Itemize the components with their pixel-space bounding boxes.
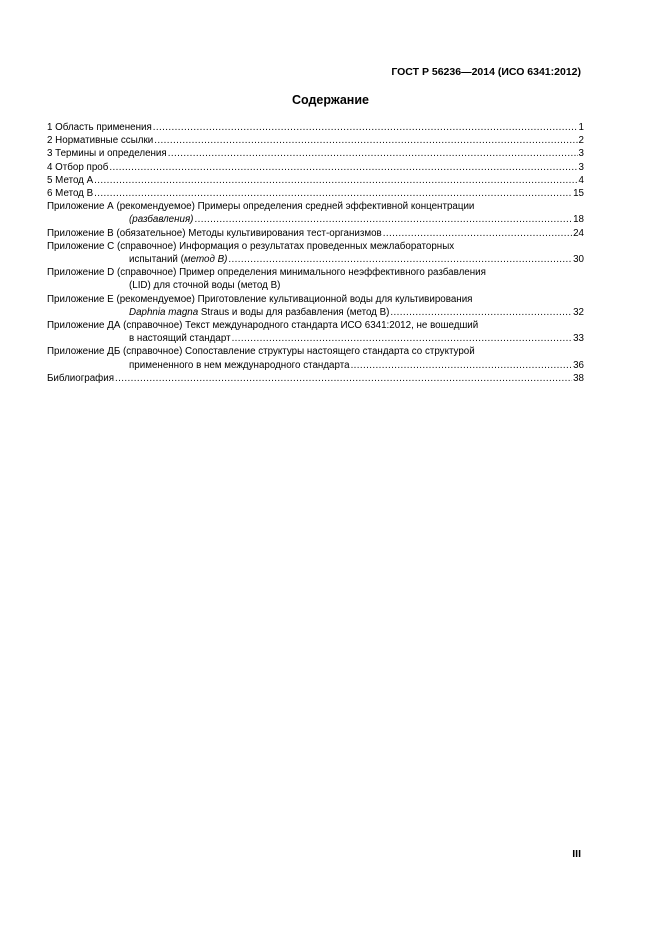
toc-item-title-cont: [129, 306, 389, 319]
toc-item-page: 2: [578, 135, 584, 147]
toc-item-title-cont: [129, 253, 227, 266]
toc-item-title-cont: (LID) для сточной воды (метод В): [129, 280, 281, 292]
toc-item-title: Приложение D (справочное) Пример определения минимального неэффективного разбавления: [47, 267, 486, 279]
toc-item-page: 24: [573, 227, 584, 239]
toc-leader: [228, 253, 572, 266]
species-name-italic: Daphnia magna: [129, 306, 199, 318]
toc-item-page: 33: [573, 333, 584, 345]
toc-item-page: 18: [573, 214, 584, 226]
toc-appendix-d[interactable]: [47, 266, 584, 292]
toc-leader: [168, 147, 578, 160]
toc-item-title-part: Straus и воды для разбавления (метод В): [198, 306, 390, 318]
toc-leader: [154, 134, 577, 147]
toc-item-title-cont: (разбавления): [129, 214, 194, 226]
toc-item-title: 6 Метод В: [47, 188, 94, 200]
toc-item-page: 3: [578, 148, 584, 160]
toc-bibliography[interactable]: [47, 372, 584, 385]
toc-appendix-a[interactable]: [47, 200, 584, 226]
toc-item-page: 32: [573, 306, 584, 318]
toc-item-page: 38: [573, 372, 584, 384]
toc-item-title: 5 Метод А: [47, 174, 94, 186]
toc-item-title: 4 Отбор проб: [47, 161, 109, 173]
toc-item-title: Приложение E (рекомендуемое) Приготовление культивационной воды для культивирования: [47, 293, 473, 305]
toc-item-title: Приложение С (справочное) Информация о результатах проведенных межлабораторных: [47, 240, 455, 252]
toc-item-page: 3: [578, 161, 584, 173]
toc-item-page: 30: [573, 254, 584, 266]
toc-item-title-cont: в настоящий стандарт: [129, 333, 231, 345]
toc-item-title-cont: примененного в нем международного стандарта: [129, 359, 350, 371]
toc-item-title: Приложение ДА (справочное) Текст международного стандарта ИСО 6341:2012, не вошедший: [47, 320, 479, 332]
toc-item-title: Приложение А (рекомендуемое) Примеры определения средней эффективной концентрации: [47, 201, 475, 213]
toc-leader: [94, 187, 572, 200]
toc-item[interactable]: [47, 121, 584, 134]
toc-item-title: 2 Нормативные ссылки: [47, 135, 154, 147]
toc-leader: [109, 161, 577, 174]
toc-item-title: Приложение В (обязательное) Методы культивирования тест-организмов: [47, 227, 382, 239]
toc-item[interactable]: [47, 187, 584, 200]
toc-appendix-da[interactable]: [47, 319, 584, 345]
toc-leader: [351, 359, 573, 372]
document-code-header: ГОСТ Р 56236—2014 (ИСО 6341:2012): [391, 66, 581, 78]
toc-item-page: 36: [573, 359, 584, 371]
toc-leader: [232, 332, 573, 345]
toc-item[interactable]: [47, 174, 584, 187]
toc-item-title: Приложение ДБ (справочное) Сопоставление структуры настоящего стандарта со структурой: [47, 346, 475, 358]
toc-item-title: 1 Область применения: [47, 122, 152, 133]
toc-leader: [115, 372, 572, 385]
page-title: Содержание: [291, 93, 369, 107]
toc-leader: [390, 306, 572, 319]
toc-leader: [94, 174, 577, 187]
toc-appendix-db[interactable]: [47, 345, 584, 371]
toc-item-title-italic: метод В): [183, 254, 228, 266]
toc-item[interactable]: [47, 161, 584, 174]
toc-leader: [194, 213, 572, 226]
toc-leader: [383, 227, 572, 240]
toc-appendix-e[interactable]: [47, 293, 584, 319]
toc-item[interactable]: [47, 134, 584, 147]
table-of-contents: [47, 121, 584, 385]
toc-item-title-part: испытаний (: [129, 254, 184, 266]
toc-appendix-b[interactable]: [47, 227, 584, 240]
toc-item-title: 3 Термины и определения: [47, 148, 167, 160]
toc-leader: [153, 121, 578, 134]
toc-item[interactable]: [47, 147, 584, 160]
toc-item-page: 4: [578, 174, 584, 186]
toc-item-page: 15: [573, 188, 584, 200]
page-number: III: [572, 848, 581, 860]
toc-appendix-c[interactable]: [47, 240, 584, 266]
toc-item-page: 1: [578, 122, 584, 133]
toc-item-title: Библиография: [47, 372, 115, 384]
